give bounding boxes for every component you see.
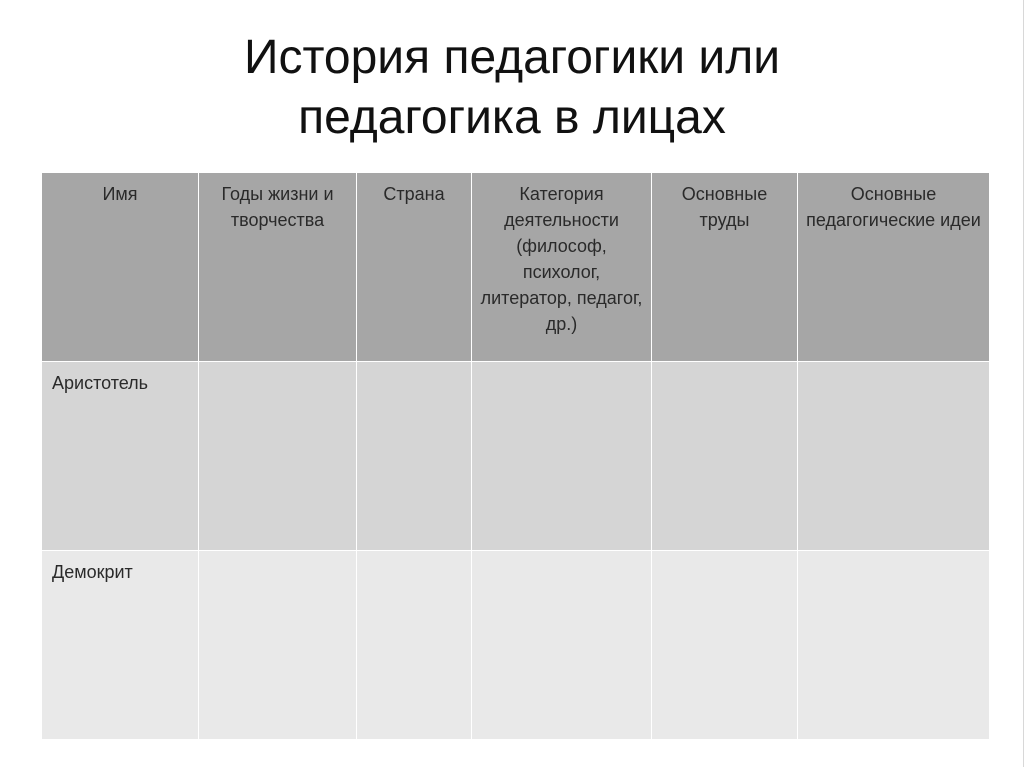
table-cell bbox=[199, 362, 357, 551]
header-country: Страна bbox=[357, 173, 472, 362]
slide-title bbox=[0, 28, 1024, 148]
header-pedagogical-ideas: Основные педагогические идеи bbox=[798, 173, 990, 362]
header-life-years: Годы жизни и творчества bbox=[199, 173, 357, 362]
row-name-cell: Аристотель bbox=[42, 362, 199, 551]
row-name-cell: Демокрит bbox=[42, 551, 199, 740]
table-cell bbox=[798, 551, 990, 740]
table-cell bbox=[357, 362, 472, 551]
slide-title-line-1: История педагогики или bbox=[243, 31, 781, 84]
table-cell bbox=[472, 551, 652, 740]
table-cell bbox=[357, 551, 472, 740]
header-main-works: Основные труды bbox=[652, 173, 798, 362]
table-row bbox=[42, 551, 990, 740]
table-header-row bbox=[42, 173, 990, 362]
table-cell bbox=[652, 551, 798, 740]
table-cell bbox=[798, 362, 990, 551]
table-cell bbox=[472, 362, 652, 551]
table-cell bbox=[199, 551, 357, 740]
header-activity-category: Категория деятельности (философ, психолог, литератор, педагог, др.) bbox=[472, 173, 652, 362]
table-cell bbox=[652, 362, 798, 551]
slide-title-line-2: педагогика в лицах bbox=[298, 91, 726, 144]
header-name: Имя bbox=[42, 173, 199, 362]
pedagogy-table bbox=[41, 172, 990, 740]
table-row bbox=[42, 362, 990, 551]
